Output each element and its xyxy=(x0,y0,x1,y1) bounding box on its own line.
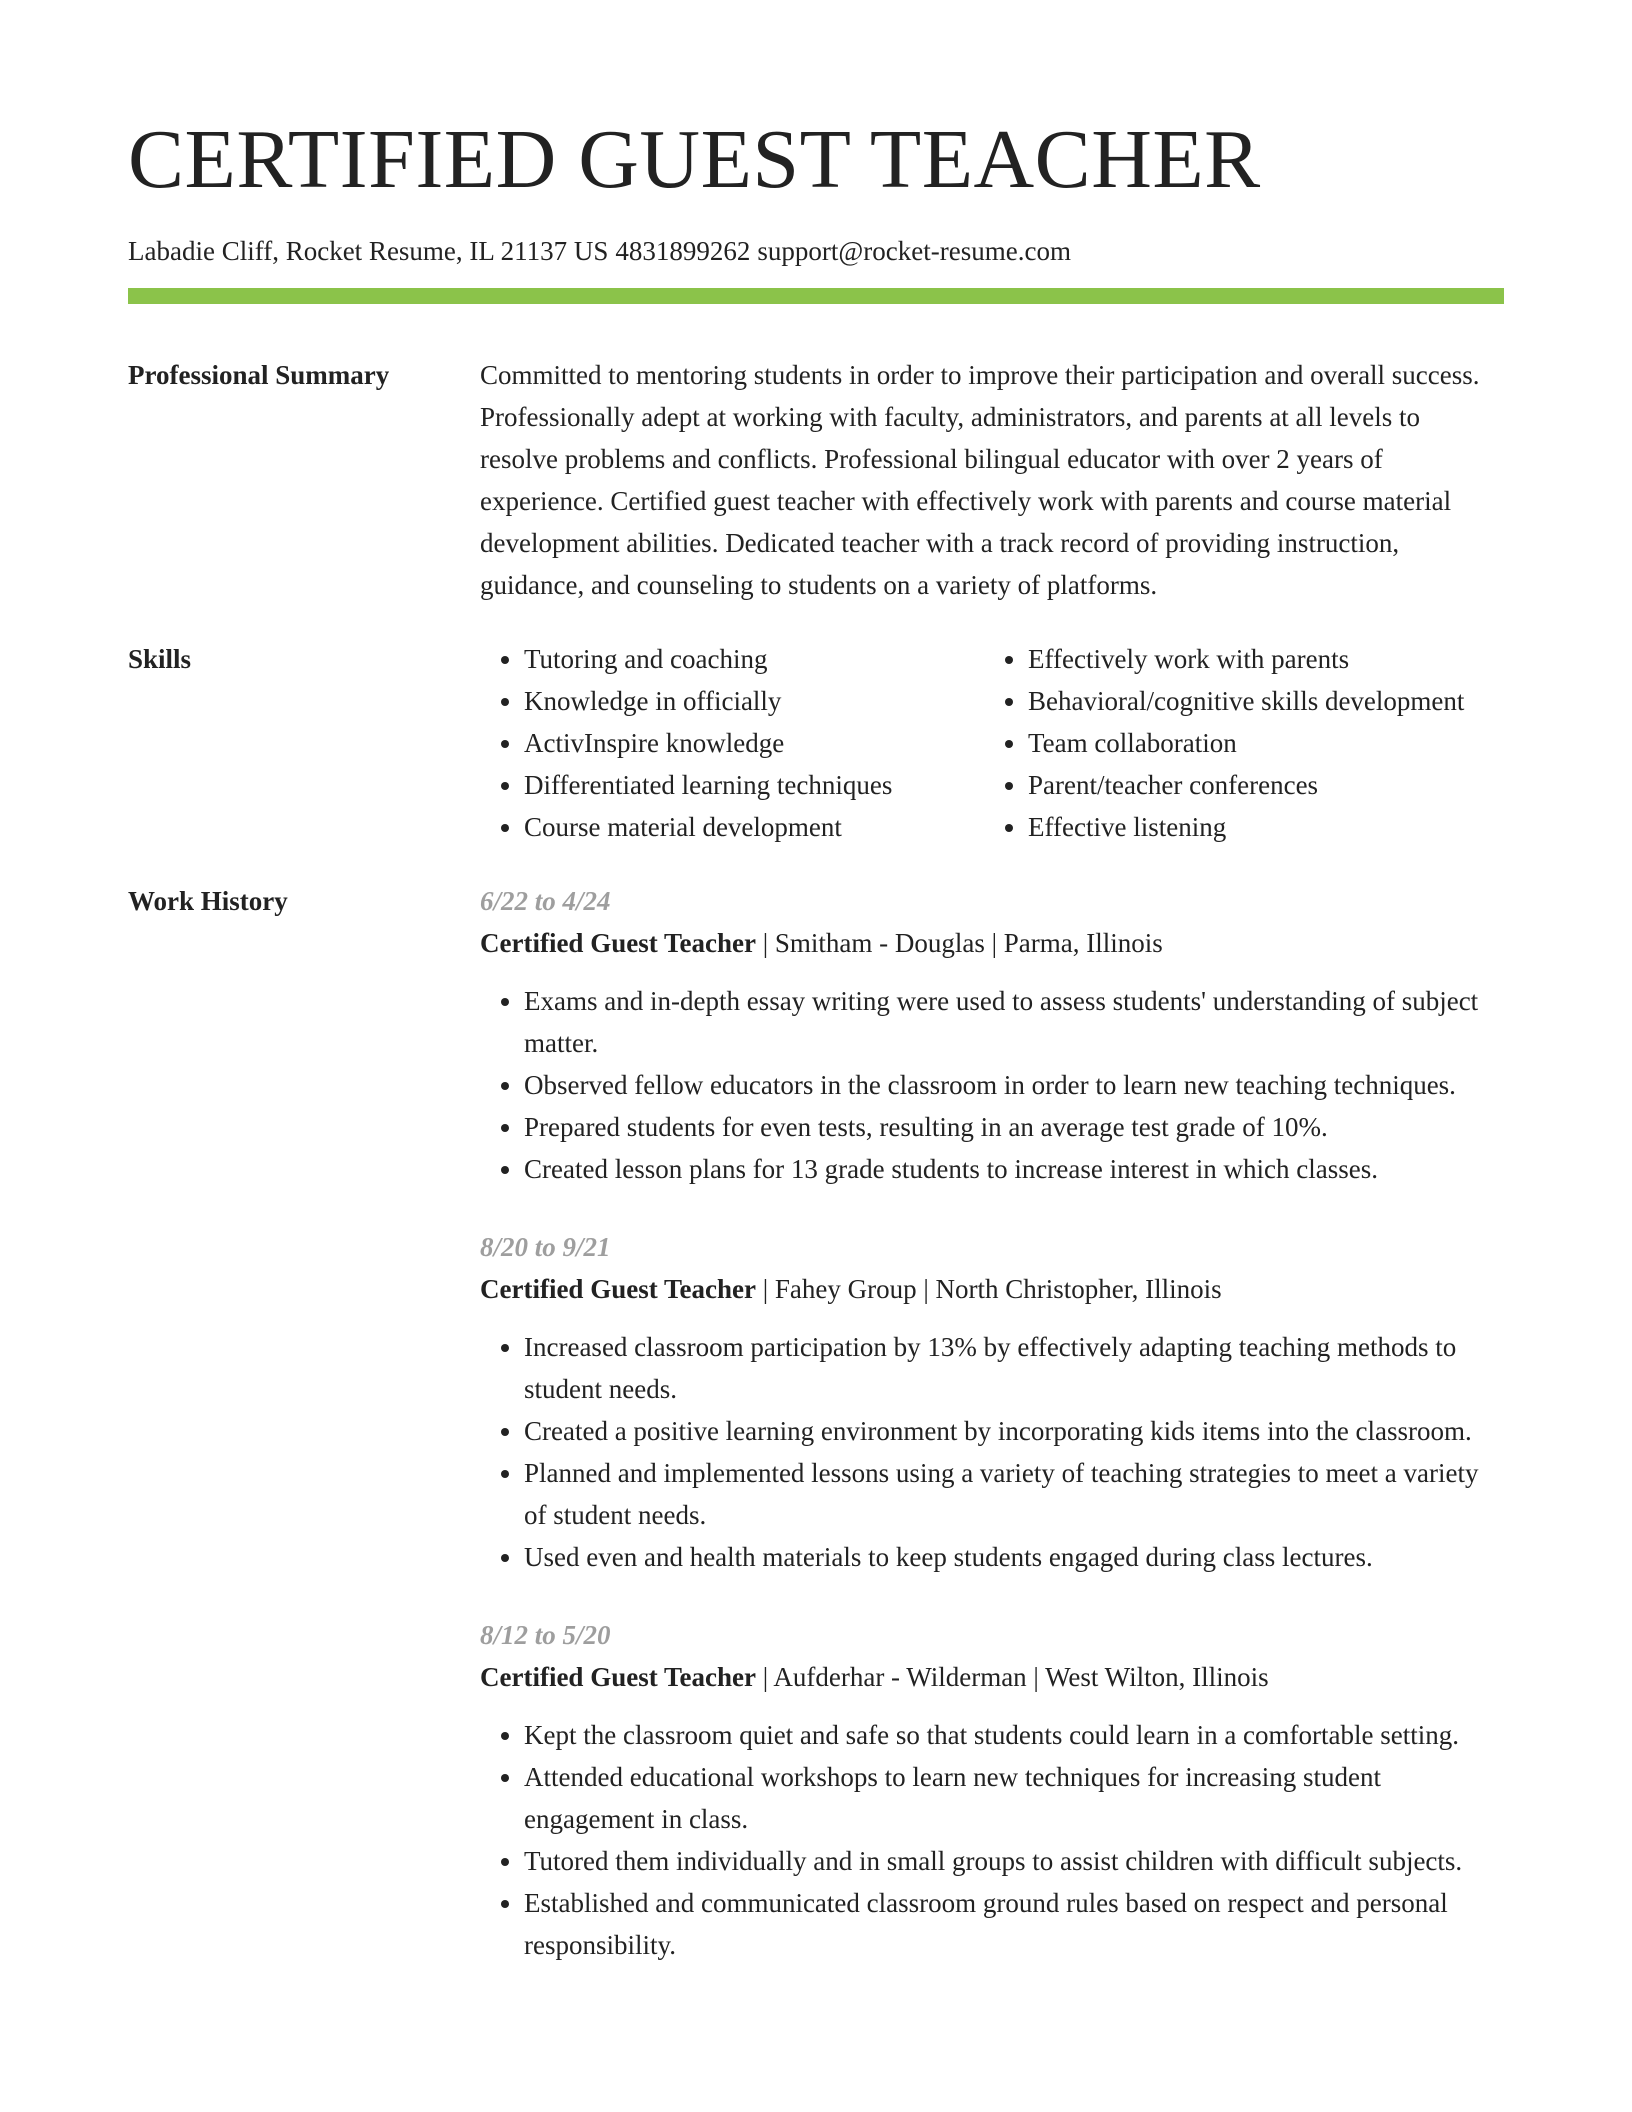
contact-line xyxy=(128,236,1504,266)
job-details: | Fahey Group | North Christopher, Illinois xyxy=(755,1274,1222,1304)
job-bullet: • Kept the classroom quiet and safe so that students could learn in a comfortable setting. xyxy=(524,1714,1504,1756)
job-bullets xyxy=(480,1714,1504,1966)
skill-item: • Tutoring and coaching xyxy=(524,638,984,680)
job-bullet: • Exams and in-depth essay writing were used to assess students' understanding of subject matter. xyxy=(524,980,1504,1064)
skill-item: • ActivInspire knowledge xyxy=(524,722,984,764)
skill-item: • Course material development xyxy=(524,806,984,848)
job-bullet: • Increased classroom participation by 13% by effectively adapting teaching methods to student needs. xyxy=(524,1326,1504,1410)
job-heading xyxy=(480,922,1504,964)
job-entry xyxy=(480,880,1504,1190)
contact-email: support@rocket-resume.com xyxy=(757,236,1071,266)
resume-title: CERTIFIED GUEST TEACHER xyxy=(128,113,1261,206)
job-entry xyxy=(480,1226,1504,1578)
summary-heading: Professional Summary xyxy=(128,360,390,390)
skills-section xyxy=(128,638,1504,848)
contact-phone: 4831899262 xyxy=(615,236,751,266)
job-title: Certified Guest Teacher xyxy=(480,1662,756,1692)
job-dates: 8/12 to 5/20 xyxy=(480,1620,611,1650)
job-bullet: • Used even and health materials to keep students engaged during class lectures. xyxy=(524,1536,1504,1578)
job-heading xyxy=(480,1268,1504,1310)
job-details: | Aufderhar - Wilderman | West Wilton, Illinois xyxy=(755,1662,1269,1692)
skills-left-list xyxy=(480,638,984,848)
summary-text: Committed to mentoring students in order to improve their participation and overall success. Professionally adept at working with faculty, administrators, and parents at all levels to resolve problems and conflicts. Professional bilingual educator with over 2 years of experience. Certified guest teacher with effectively work with parents and course material development abilities. Dedicated teacher with a track record of providing instruction, guidance, and counseling to students on a variety of platforms. xyxy=(480,360,1480,600)
skill-item: • Parent/teacher conferences xyxy=(1028,764,1464,806)
header-divider xyxy=(128,288,1504,304)
skill-item: • Differentiated learning techniques xyxy=(524,764,984,806)
job-bullet: • Prepared students for even tests, resulting in an average test grade of 10%. xyxy=(524,1106,1504,1148)
job-bullet: • Created a positive learning environment by incorporating kids items into the classroom. xyxy=(524,1410,1504,1452)
job-details: | Smitham - Douglas | Parma, Illinois xyxy=(755,928,1163,958)
work-history-section xyxy=(128,880,1504,2002)
job-heading xyxy=(480,1656,1504,1698)
job-dates: 6/22 to 4/24 xyxy=(480,886,611,916)
skill-item: • Knowledge in officially xyxy=(524,680,984,722)
contact-address: Labadie Cliff, Rocket Resume, IL 21137 US xyxy=(128,236,609,266)
skill-item: • Behavioral/cognitive skills development xyxy=(1028,680,1464,722)
skills-lists xyxy=(480,638,1504,848)
job-bullet: • Created lesson plans for 13 grade students to increase interest in which classes. xyxy=(524,1148,1504,1190)
skills-right-list xyxy=(984,638,1464,848)
work-history-heading: Work History xyxy=(128,886,288,916)
work-history-list xyxy=(480,880,1504,2002)
skills-heading: Skills xyxy=(128,644,192,674)
job-title: Certified Guest Teacher xyxy=(480,928,756,958)
resume-page xyxy=(128,113,1504,2002)
job-bullet: • Planned and implemented lessons using a variety of teaching strategies to meet a variety of student needs. xyxy=(524,1452,1504,1536)
job-entry xyxy=(480,1614,1504,1966)
skill-item: • Team collaboration xyxy=(1028,722,1464,764)
skill-item: • Effective listening xyxy=(1028,806,1464,848)
summary-section xyxy=(128,354,1504,606)
job-bullet: • Established and communicated classroom ground rules based on respect and personal responsibility. xyxy=(524,1882,1504,1966)
skill-item: • Effectively work with parents xyxy=(1028,638,1464,680)
job-dates: 8/20 to 9/21 xyxy=(480,1232,611,1262)
job-bullet: • Attended educational workshops to learn new techniques for increasing student engagement in class. xyxy=(524,1756,1504,1840)
job-bullet: • Observed fellow educators in the classroom in order to learn new teaching techniques. xyxy=(524,1064,1504,1106)
job-title: Certified Guest Teacher xyxy=(480,1274,756,1304)
job-bullets xyxy=(480,980,1504,1190)
job-bullets xyxy=(480,1326,1504,1578)
job-bullet: • Tutored them individually and in small groups to assist children with difficult subjects. xyxy=(524,1840,1504,1882)
